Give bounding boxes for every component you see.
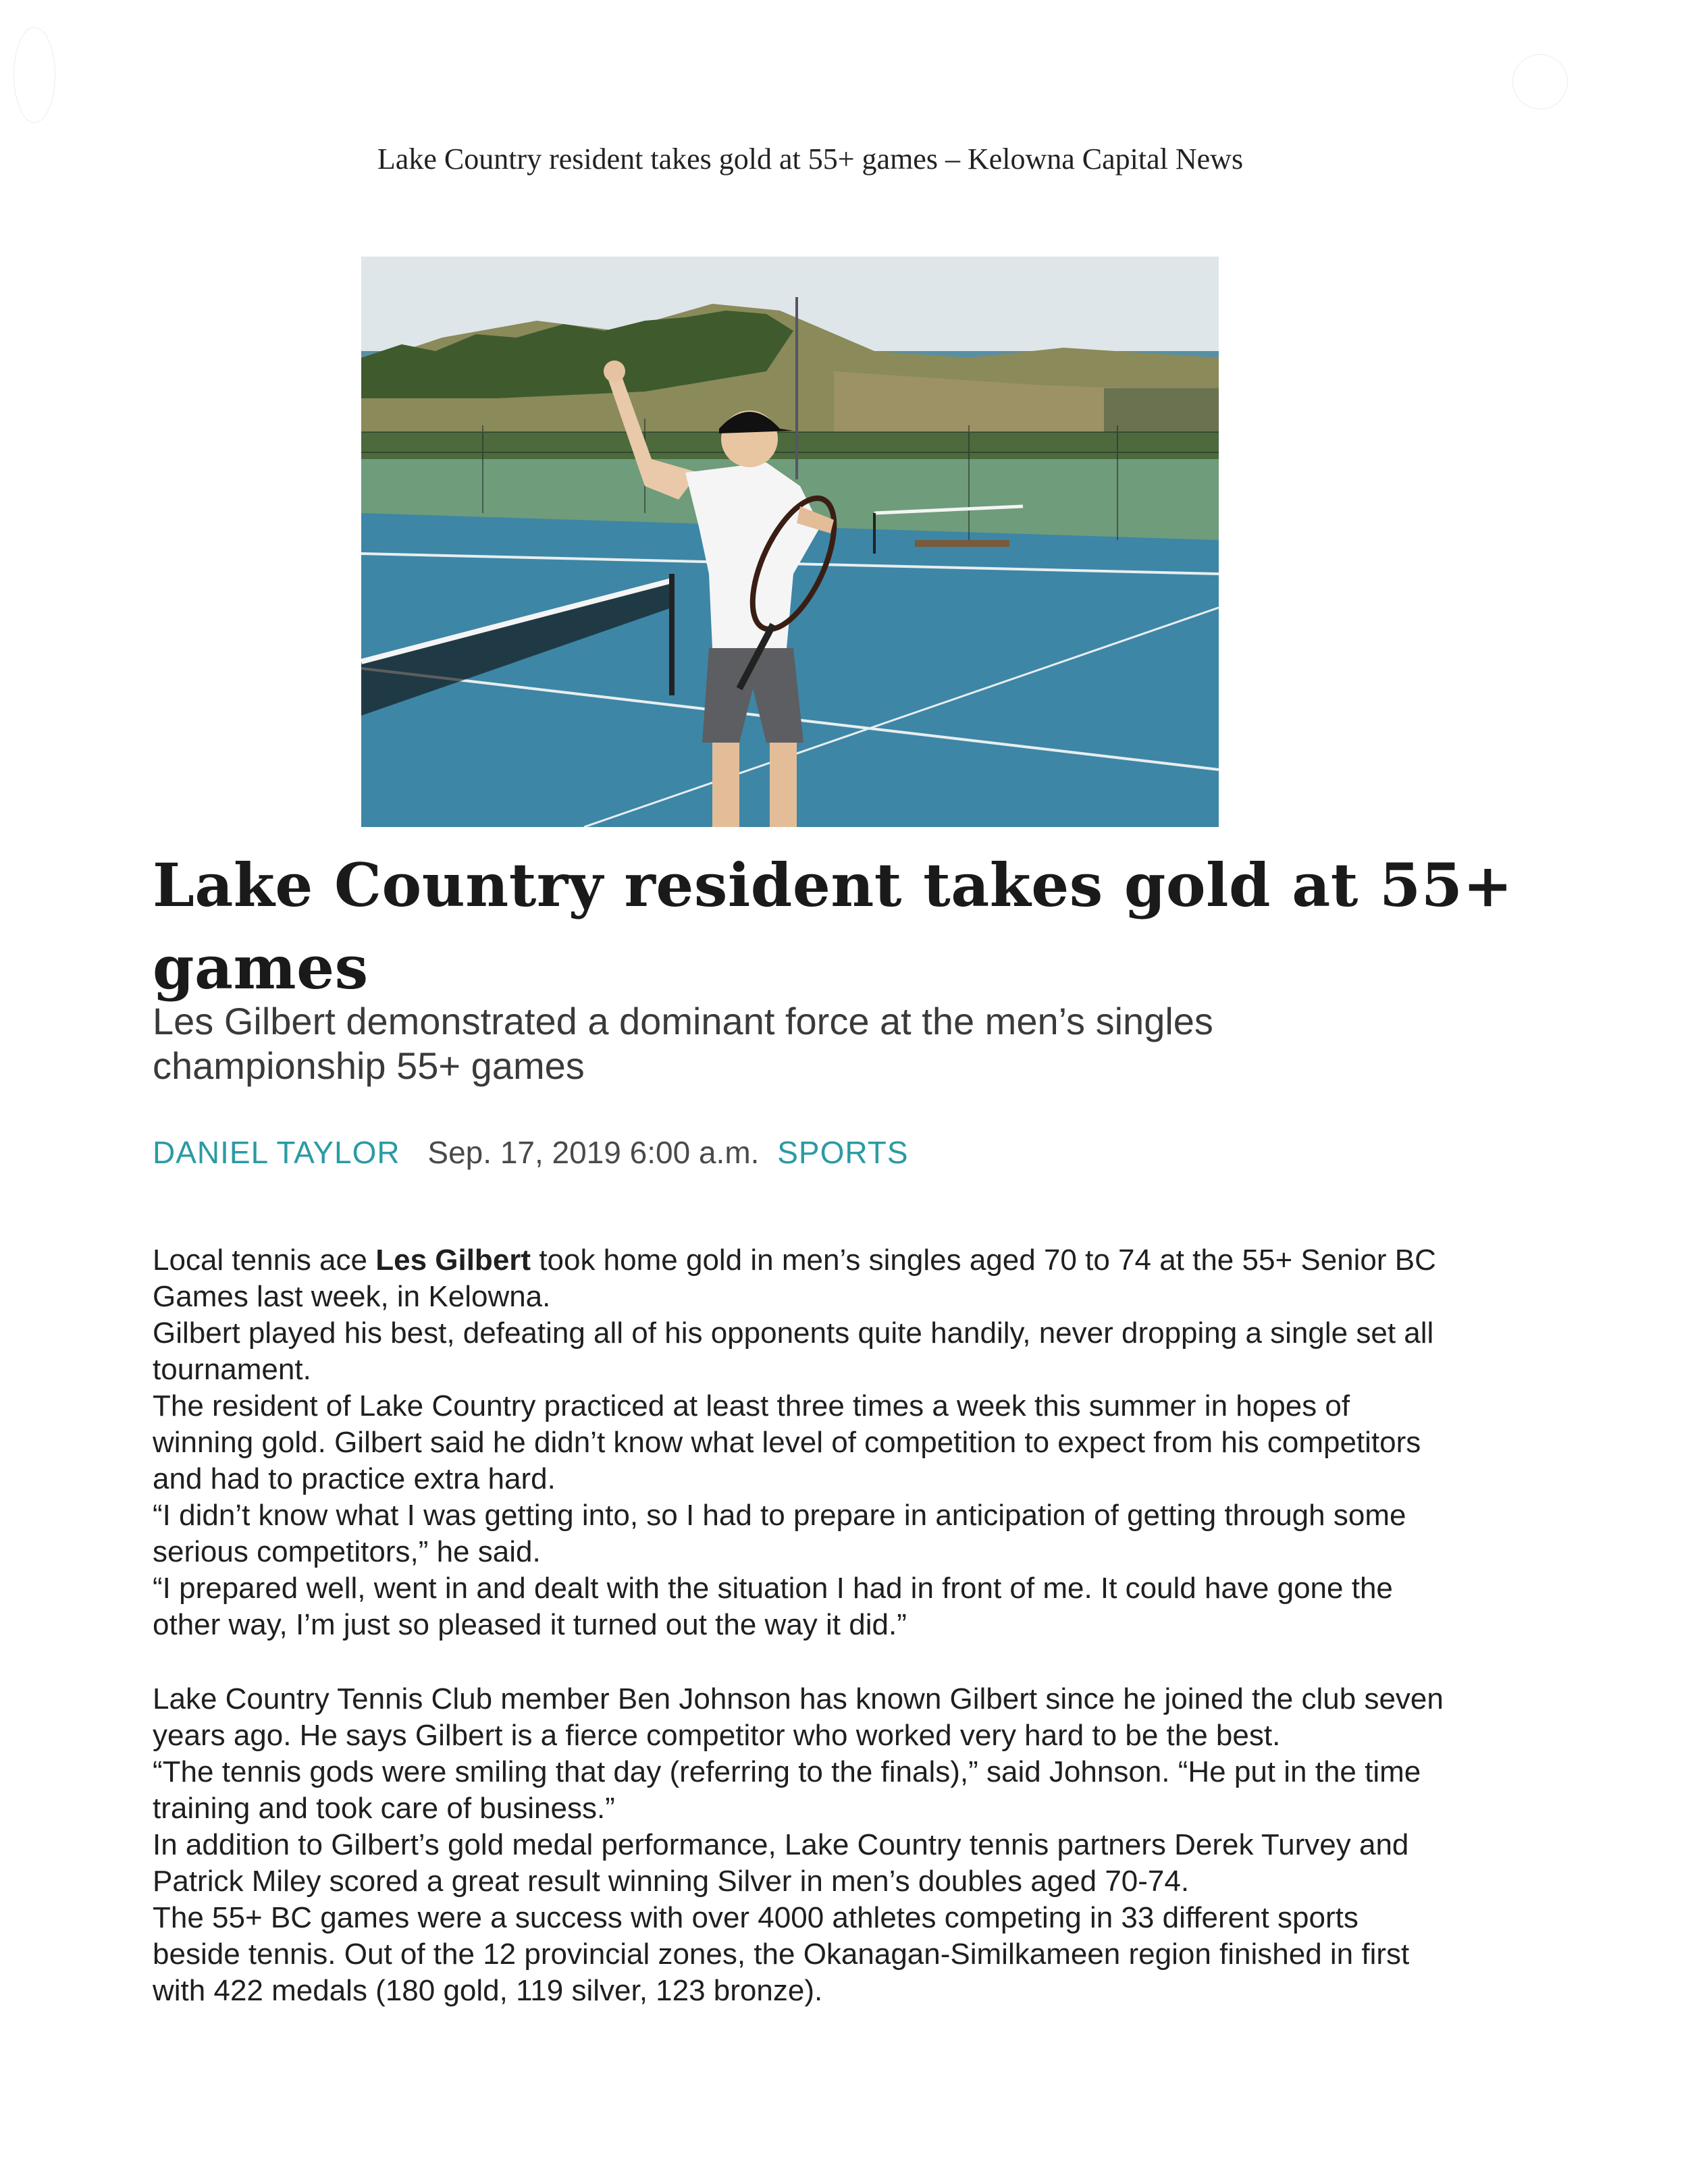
tennis-photo-illustration <box>361 257 1219 827</box>
paragraph: “The tennis gods were smiling that day (referring to the finals),” said Johnson. “He put in the time training and took care of business.” <box>153 1755 1421 1825</box>
article-photo <box>361 257 1219 827</box>
article-title: Lake Country resident takes gold at 55+ games <box>153 850 1513 1003</box>
paragraph-text: took home gold in men’s singles aged 70 to 74 at the 55+ Senior BC Games last week, in Kelowna. <box>153 1244 1436 1313</box>
paragraph: The 55+ BC games were a success with over 4000 athletes competing in 33 different sports beside tennis. Out of the 12 provincial zones, the Okanagan-Similkameen region finished in first with 422 medals (180 gold, 119 silver, 123 bronze). <box>153 1901 1410 2007</box>
section-link[interactable]: SPORTS <box>777 1135 909 1170</box>
paragraph: “I didn’t know what I was getting into, so I had to prepare in anticipation of getting through some serious competitors,” he said. <box>153 1499 1406 1568</box>
paragraph: Gilbert played his best, defeating all of his opponents quite handily, never dropping a single set all tournament. <box>153 1316 1434 1386</box>
paragraph-text: Local tennis ace <box>153 1244 376 1277</box>
byline <box>153 1134 1435 1171</box>
bold-name: Les Gilbert <box>375 1244 531 1277</box>
article-body <box>153 1242 1449 2009</box>
paragraph: Lake Country Tennis Club member Ben Johnson has known Gilbert since he joined the club seven years ago. He says Gilbert is a fierce competitor who worked very hard to be the best. <box>153 1682 1444 1752</box>
publish-date: Sep. 17, 2019 6:00 a.m. <box>427 1135 760 1170</box>
paragraph: The resident of Lake Country practiced at least three times a week this summer in hopes of winning gold. Gilbert said he didn’t know what level of competition to expect from his competitors and had to practice extra hard. <box>153 1389 1421 1495</box>
author-link[interactable]: DANIEL TAYLOR <box>153 1135 400 1170</box>
scan-artifact <box>14 27 55 123</box>
paragraph <box>153 1242 1449 1315</box>
paragraph: In addition to Gilbert’s gold medal performance, Lake Country tennis partners Derek Turvey and Patrick Miley scored a great result winning Silver in men’s doubles aged 70-74. <box>153 1828 1409 1898</box>
scan-artifact <box>1512 54 1568 109</box>
article-subtitle: Les Gilbert demonstrated a dominant force at the men’s singles championship 55+ games <box>153 1000 1213 1087</box>
print-header: Lake Country resident takes gold at 55+ games – Kelowna Capital News <box>377 142 1244 176</box>
paragraph: “I prepared well, went in and dealt with the situation I had in front of me. It could have gone the other way, I’m just so pleased it turned out the way it did.” <box>153 1572 1393 1641</box>
